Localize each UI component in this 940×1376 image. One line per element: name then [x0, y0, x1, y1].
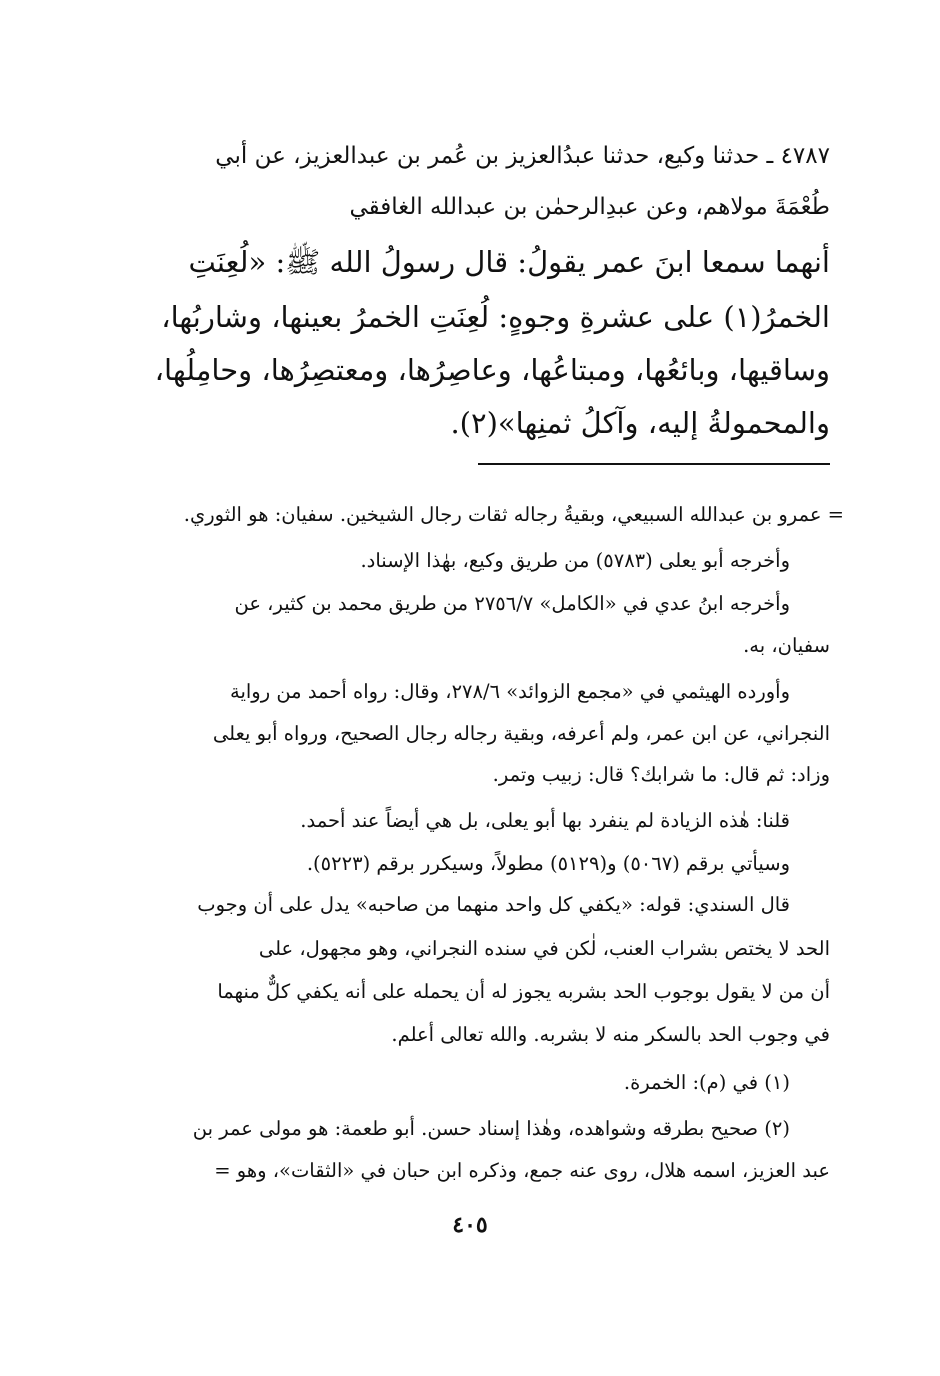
footnote-line: النجراني، عن ابن عمر، ولم أعرفه، وبقية رجاله رجال الصحيح، ورواه أبو يعلى	[212, 722, 830, 745]
footnote-separator	[478, 463, 830, 465]
footnote-line: قلنا: هٰذه الزيادة لم ينفرد بها أبو يعلى، بل هي أيضاً عند أحمد.	[300, 809, 790, 832]
hadith-matn-line-1: أنهما سمعا ابنَ عمر يقولُ: قال رسولُ الله ﷺ: «لُعِنَتِ	[188, 245, 830, 279]
footnote-line: وزاد: ثم قال: ما شرابك؟ قال: زبيب وتمر.	[492, 763, 830, 786]
footnote-marker-1: (١) في (م): الخمرة.	[623, 1071, 790, 1094]
footnote-line: سفيان، به.	[743, 634, 830, 657]
hadith-matn-line-3: وساقيها، وبائعُها، ومبتاعُها، وعاصِرُها، ومعتصِرُها، وحامِلُها،	[154, 353, 830, 387]
footnote-line: وأورده الهيثمي في «مجمع الزوائد» ٢٧٨/٦، وقال: رواه أحمد من رواية	[230, 680, 790, 703]
footnote-line: أن من لا يقول بوجوب الحد بشربه يجوز له أن يحمله على أنه يكفي كلٌّ منهما	[217, 980, 830, 1003]
footnote-line: عبد العزيز، اسمه هلال، روى عنه جمع، وذكره ابن حبان في «الثقات»، وهو =	[214, 1159, 830, 1182]
footnote-line: الحد لا يختص بشراب العنب، لٰكن في سنده النجراني، وهو مجهول، على	[258, 937, 830, 960]
hadith-isnad-line-1: ٤٧٨٧ ـ حدثنا وكيع، حدثنا عبدُالعزيز بن عُمر بن عبدالعزيز، عن أبي	[215, 143, 830, 169]
hadith-matn-line-2: الخمرُ(١) على عشرةِ وجوهٍ: لُعِنَتِ الخمرُ بعينها، وشاربُها،	[161, 300, 830, 334]
footnote-line: في وجوب الحد بالسكر منه لا بشربه. والله تعالى أعلم.	[391, 1023, 830, 1046]
footnote-line: وأخرجه ابنُ عدي في «الكامل» ٢٧٥٦/٧ من طريق محمد بن كثير، عن	[234, 592, 790, 615]
footnote-marker-2: (٢) صحيح بطرقه وشواهده، وهٰذا إسناد حسن. أبو طعمة: هو مولى عمر بن	[192, 1117, 790, 1140]
footnote-line: وأخرجه أبو يعلى (٥٧٨٣) من طريق وكيع، بهٰذا الإسناد.	[360, 549, 790, 572]
footnote-line: = عمرو بن عبدالله السبيعي، وبقيةُ رجاله ثقات رجال الشيخين. سفيان: هو الثوري.	[183, 503, 844, 526]
hadith-matn-line-4: والمحمولةُ إليه، وآكلُ ثمنِها»(٢).	[450, 406, 830, 440]
footnote-line: وسيأتي برقم (٥٠٦٧) و(٥١٢٩) مطولاً، وسيكرر برقم (٥٢٢٣).	[306, 852, 790, 875]
footnote-line: قال السندي: قوله: «يكفي كل واحد منهما من صاحبه» يدل على أن وجوب	[197, 893, 790, 916]
hadith-isnad-line-2: طُعْمَةَ مولاهم، وعن عبدِالرحمٰن بن عبدالله الغافقي	[349, 194, 830, 220]
page-number: ٤٠٥	[452, 1212, 488, 1238]
